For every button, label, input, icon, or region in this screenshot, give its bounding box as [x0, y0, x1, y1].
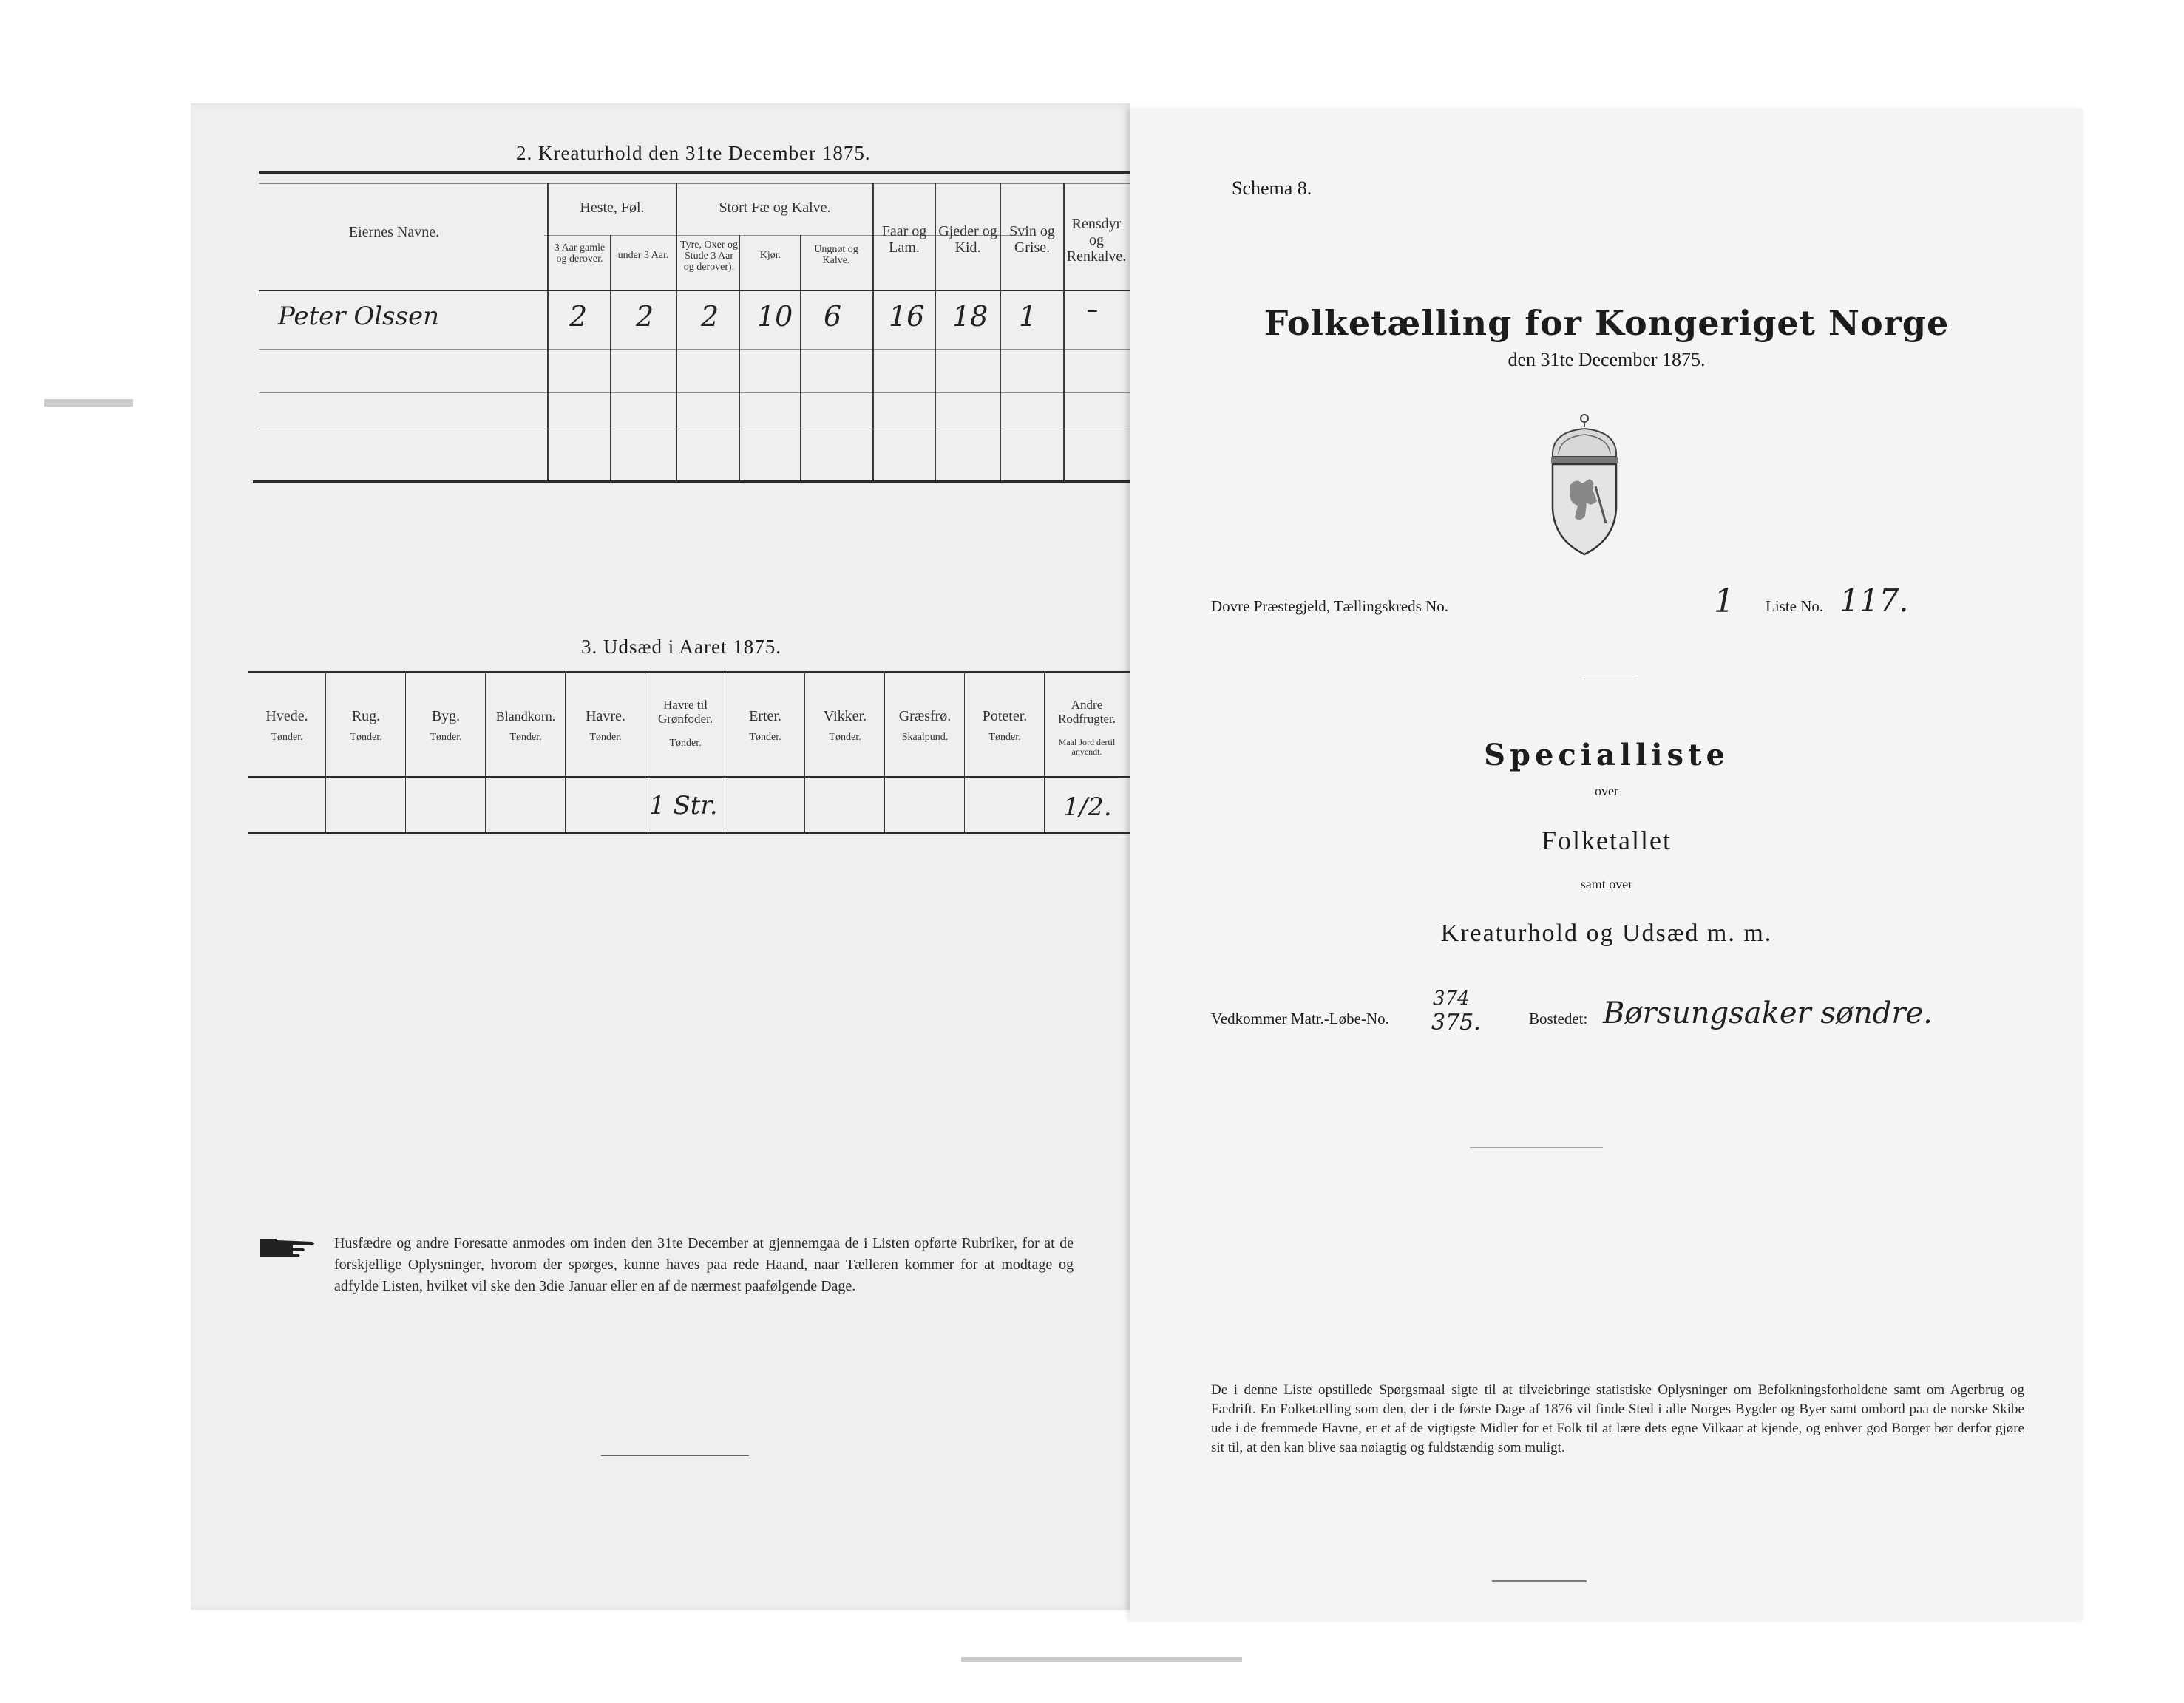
bosted-value: Børsungsaker søndre. [1603, 996, 1933, 1030]
rodfrugter-value: 1/2. [1063, 792, 1112, 822]
owner-name: Peter Olssen [278, 302, 439, 331]
pigs-value: 1 [1019, 300, 1037, 333]
seed-unit-poteter: Tønder. [988, 732, 1021, 743]
young-cattle-header: Ungnøt og Kalve. [814, 244, 858, 266]
matr-label: Vedkommer Matr.-Løbe-No. [1211, 1010, 1389, 1027]
specialliste-heading: Specialliste [1484, 738, 1729, 772]
folketallet-heading: Folketallet [1542, 826, 1672, 855]
main-date: den 31te December 1875. [1508, 349, 1706, 370]
footer-explanation: De i denne Liste opstillede Spørgsmaal sigte til at tilveiebringe statistiske Oplysninger om Befolkningsforholdene samt om Agerbrug og Fædrift. En Folketælling som den, der i de første Dage af 1876 vil finde Sted i alle Norges Bygder og Byer samt ombord paa de norske Skibe ude i de fremmede Havne, er et af de vigtigste Midler for et Folk til at lære dets egne Vilkaar at kjende, og enhver god Borger bør derfor gjøre sit til, at den kan blive saa nøiagtig og fuldstændig som muligt. [1211, 1382, 2024, 1455]
horses-young-header: under 3 Aar. [617, 250, 669, 261]
seed-unit-rug: Tønder. [350, 732, 382, 743]
kreds-label: Tællingskreds No. [1333, 597, 1449, 615]
owner-column-header: Eiernes Navne. [348, 224, 440, 240]
section3-heading: 3. Udsæd i Aaret 1875. [581, 636, 781, 658]
reindeer-value: – [1087, 297, 1098, 323]
cows-value: 10 [757, 300, 793, 333]
seed-unit-blandkorn: Tønder. [509, 732, 542, 743]
horses-old-value: 2 [569, 300, 588, 333]
matr-value-1: 374 [1433, 988, 1470, 1010]
seed-unit-hvede: Tønder. [271, 732, 303, 743]
schema-label: Schema 8. [1232, 177, 1312, 199]
location-line [1211, 597, 1448, 616]
scan-bottom-mark [961, 1657, 1242, 1662]
seed-col-rug: Rug. [351, 708, 381, 724]
left-page [191, 103, 1130, 1610]
oxen-header: Tyre, Oxer og Stude 3 Aar og derover). [680, 239, 738, 273]
seed-unit-byg: Tønder. [430, 732, 462, 743]
cows-header: Kjør. [759, 250, 781, 261]
seed-unit-gronfoder: Tønder. [669, 738, 702, 749]
seed-unit-havre: Tønder. [589, 732, 622, 743]
seed-col-havre: Havre. [586, 708, 625, 724]
seed-col-rodfrugter: Andre Rodfrugter. [1058, 698, 1116, 726]
goats-header: Gjeder og Kid. [938, 223, 997, 256]
main-title: Folketælling for Kongeriget Norge [1264, 303, 1950, 343]
kreaturhold-heading: Kreaturhold og Udsæd m. m. [1440, 920, 1773, 947]
goats-value: 18 [952, 300, 988, 333]
over-label: over [1595, 783, 1618, 798]
sheep-header: Faar og Lam. [881, 223, 927, 256]
seed-unit-erter: Tønder. [749, 732, 781, 743]
seed-col-poteter: Poteter. [982, 708, 1028, 724]
kreds-value: 1 [1714, 582, 1734, 620]
horses-old-header: 3 Aar gamle og derover. [554, 242, 606, 265]
sheep-value: 16 [889, 300, 925, 333]
seed-col-hvede: Hvede. [265, 708, 308, 724]
pointing-hand-icon [259, 1234, 316, 1263]
cattle-group-header: Stort Fæ og Kalve. [719, 200, 831, 216]
seed-unit-graesfro: Skaalpund. [901, 732, 949, 743]
gronfoder-value: 1 Str. [649, 791, 718, 820]
seed-unit-vikker: Tønder. [829, 732, 861, 743]
liste-label: Liste No. [1766, 597, 1824, 615]
section2-heading: 2. Kreaturhold den 31te December 1875. [516, 142, 871, 164]
seed-col-vikker: Vikker. [823, 708, 867, 724]
oxen-value: 2 [701, 300, 719, 333]
pigs-header: Svin og Grise. [1009, 223, 1055, 256]
norway-coat-of-arms [1544, 412, 1625, 561]
samt-over-label: samt over [1580, 877, 1633, 891]
reindeer-header: Rensdyr og Renkalve. [1066, 216, 1127, 265]
notice-text: Husfædre og andre Foresatte anmodes om inden den 31te December at gjennemgaa de i Listen opførte Rubriker, for at de forskjellige Oplysninger, hvorom der spørges, kunne haves paa rede Haand, naar Tælleren kommer for at modtage og adfylde Listen, hvilket vil ske den 3die Januar eller en af de nærmest paafølgende Dage. [334, 1235, 1074, 1294]
matr-value-2: 375. [1431, 1010, 1481, 1036]
seed-col-graesfro: Græsfrø. [898, 708, 952, 724]
seed-col-byg: Byg. [431, 708, 461, 724]
seed-col-gronfoder: Havre til Grønfoder. [657, 698, 713, 726]
horses-group-header: Heste, Føl. [580, 200, 645, 216]
bosted-label: Bostedet: [1529, 1010, 1588, 1027]
scan-edge-mark [44, 399, 133, 407]
seed-col-erter: Erter. [749, 708, 781, 724]
prestegjeld-label: Præstegjeld, [1253, 597, 1330, 615]
seed-col-blandkorn: Blandkorn. [495, 709, 556, 724]
horses-young-value: 2 [636, 300, 654, 333]
young-cattle-value: 6 [824, 300, 842, 333]
liste-value: 117. [1839, 582, 1909, 619]
prestegjeld-name: Dovre [1211, 597, 1250, 615]
right-page [1130, 109, 2083, 1620]
seed-unit-rodfrugter: Maal Jord dertil anvendt. [1058, 737, 1116, 757]
